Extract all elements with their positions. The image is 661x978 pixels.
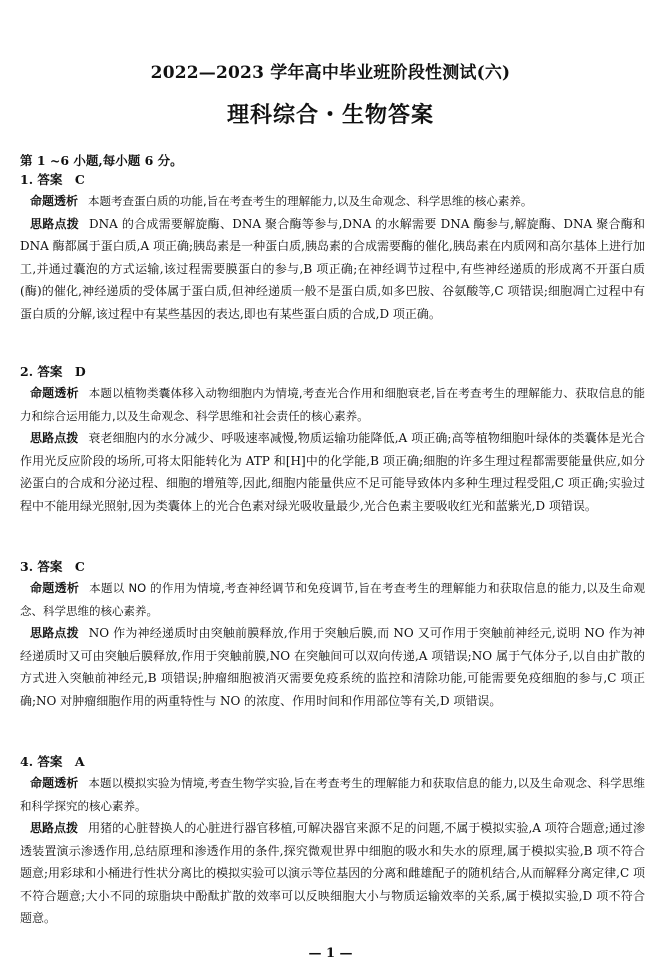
answer-header: 3. 答案 C [20, 559, 85, 574]
question-4 [20, 752, 645, 930]
question-1 [20, 170, 645, 325]
analysis-row [20, 577, 645, 622]
analysis-label: 命题透析 [30, 194, 79, 208]
analysis-row [20, 382, 645, 427]
analysis-text: 本题以植物类囊体移入动物细胞内为情境,考查光合作用和细胞衰老,旨在考查考生的理解能力、获取信息的能力和综合运用能力,以及生命观念、科学思维和社会责任的核心素养。 [20, 386, 645, 423]
solution-label: 思路点拨 [30, 431, 79, 445]
question-2 [20, 362, 645, 517]
page-title: 2022—2023 学年高中毕业班阶段性测试(六) [150, 63, 511, 83]
analysis-row [20, 190, 645, 213]
solution-text: 用猪的心脏替换人的心脏进行器官移植,可解决器官来源不足的问题,不属于模拟实验,A 项符合题意;通过渗透装置演示渗透作用,总结原理和渗透作用的条件,探究微观世界中细胞的吸水和失水的原理,属于模拟实验,B 项不符合题意;用彩球和小桶进行性状分离比的模拟实验可以演示等位基因的分离和雌雄配子的随机结合,从而解释分离定律,C 项不符合题意;大小不同的琼脂块中酚酞扩散的效率可以反映细胞大小与物质运输效率的关系,属于模拟实验,D 项不符合题意。 [20, 821, 645, 925]
solution-row [20, 213, 645, 326]
analysis-text: 本题以 NO 的作用为情境,考查神经调节和免疫调节,旨在考查考生的理解能力和获取信息的能力,以及生命观念、科学思维的核心素养。 [20, 581, 645, 618]
page-number: — 1 — [308, 946, 353, 961]
scoring-note: 第 1 ~6 小题,每小题 6 分。 [20, 153, 183, 168]
solution-text: DNA 的合成需要解旋酶、DNA 聚合酶等参与,DNA 的水解需要 DNA 酶参与,解旋酶、DNA 聚合酶和 DNA 酶都属于蛋白质,A 项正确;胰岛素是一种蛋白质,胰岛素的合成需要酶的催化,胰岛素在内质网和高尔基体上进行加工,并通过囊泡的方式运输,该过程需要膜蛋白的参与,B 项正确;在神经调节过程中,有些神经递质的形成离不开蛋白质(酶)的催化,神经递质的受体属于蛋白质,但神经递质一般不是蛋白质,如多巴胺、谷氨酸等,C 项错误;细胞凋亡过程中有蛋白质的分解,该过程中有某些基因的表达,即也有某些蛋白质的合成,D 项正确。 [20, 216, 645, 321]
solution-label: 思路点拨 [30, 821, 79, 835]
analysis-label: 命题透析 [30, 386, 79, 400]
solution-row [20, 427, 645, 517]
solution-label: 思路点拨 [30, 216, 80, 231]
solution-label: 思路点拨 [30, 626, 79, 640]
analysis-label: 命题透析 [30, 776, 79, 790]
solution-text: NO 作为神经递质时由突触前膜释放,作用于突触后膜,而 NO 又可作用于突触前神经元,说明 NO 作为神经递质时又可由突触后膜释放,作用于突触前膜,NO 在突触间可以双向传递,A 项错误;NO 属于气体分子,以自由扩散的方式进入突触前神经元,B 项错误;肿瘤细胞被消灭需要免疫系统的监控和清除功能,可能需要免疫细胞的参与,C 项正确;NO 对肿瘤细胞作用的两重特性与 NO 的浓度、作用时间和作用部位等有关,D 项错误。 [20, 626, 645, 708]
page-subtitle: 理科综合・生物答案 [226, 102, 434, 128]
analysis-label: 命题透析 [30, 581, 80, 595]
analysis-row [20, 772, 645, 817]
question-3 [20, 557, 645, 712]
answer-header: 1. 答案 C [20, 172, 85, 187]
solution-text: 衰老细胞内的水分减少、呼吸速率减慢,物质运输功能降低,A 项正确;高等植物细胞叶绿体的类囊体是光合作用光反应阶段的场所,可将太阳能转化为 ATP 和[H]中的化学能,B 项正确;细胞的许多生理过程都需要能量供应,如分泌蛋白的合成和分泌过程、细胞的增殖等,因此,细胞内能量供应不足可能导致体内多种生理过程受阻,C 项正确;实验过程中不能用绿光照射,因为类囊体上的光合色素对绿光吸收量最少,光合色素主要吸收红光和蓝紫光,D 项错误。 [20, 431, 645, 513]
solution-row [20, 817, 645, 930]
answer-header: 4. 答案 A [20, 754, 85, 769]
answer-header: 2. 答案 D [20, 364, 86, 379]
solution-row [20, 622, 645, 712]
analysis-text: 本题考查蛋白质的功能,旨在考查考生的理解能力,以及生命观念、科学思维的核心素养。 [88, 194, 533, 208]
analysis-text: 本题以模拟实验为情境,考查生物学实验,旨在考查考生的理解能力和获取信息的能力,以及生命观念、科学思维和科学探究的核心素养。 [20, 776, 645, 813]
